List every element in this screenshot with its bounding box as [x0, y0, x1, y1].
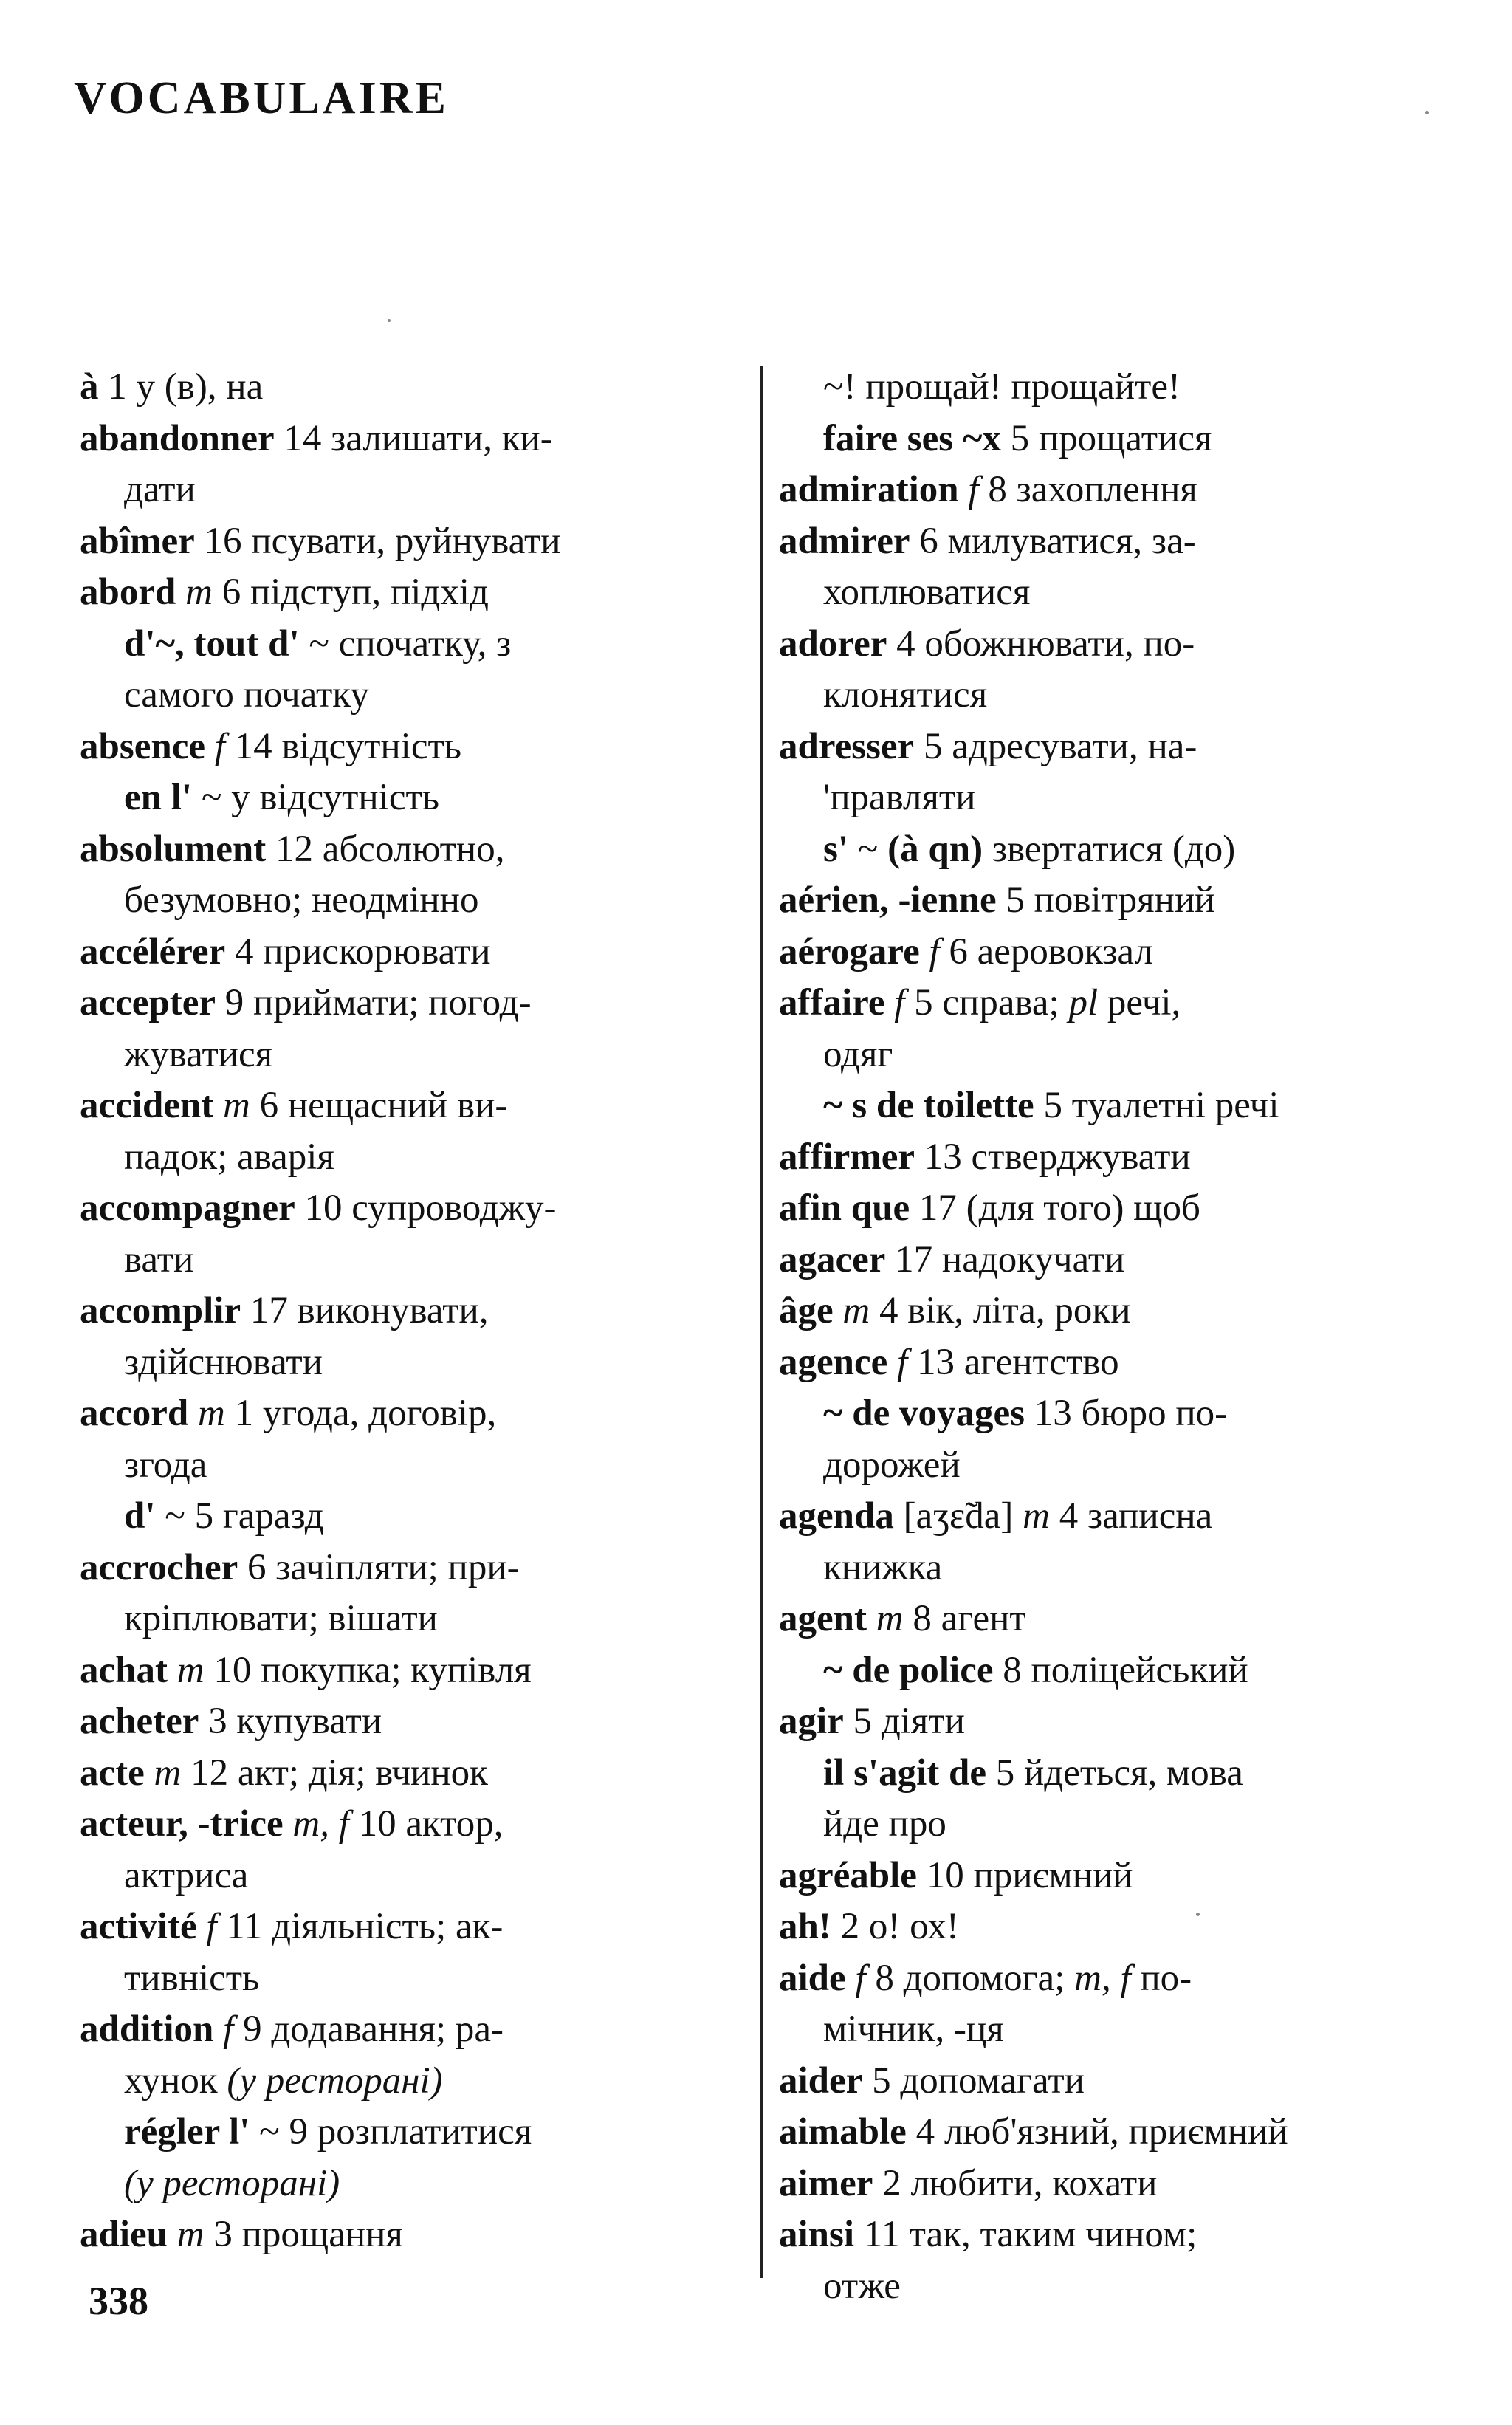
headword: aérogare [779, 930, 920, 973]
definition-text: 14 залишати, ки- [274, 417, 553, 459]
left-entry-line [80, 1440, 744, 1492]
right-entry-line [779, 1235, 1443, 1286]
headword: abord [80, 572, 176, 613]
left-entry-line [80, 1132, 744, 1184]
definition-text [867, 1598, 876, 1639]
definition-text: 'правляти [823, 777, 976, 818]
definition-text: отже [823, 2265, 901, 2307]
definition-text: ~ 5 гаразд [155, 1495, 324, 1537]
right-entry-line [779, 1851, 1443, 1902]
headword: accompagner [80, 1187, 295, 1229]
left-entry-line [80, 772, 744, 824]
definition-text: 6 милуватися, за- [910, 520, 1196, 562]
page-title: VOCABULAIRE [74, 73, 449, 123]
definition-text: 8 захоплення [978, 469, 1197, 510]
grammar-label: f [206, 1906, 217, 1947]
right-entry-line [779, 1080, 1443, 1132]
right-entry-line [779, 1132, 1443, 1184]
headword: régler l' [124, 2111, 250, 2153]
headword: adresser [779, 725, 915, 767]
right-entry-line [779, 2261, 1443, 2313]
headword: acheter [80, 1701, 199, 1742]
headword: addition [80, 2009, 214, 2050]
right-entry-line [779, 670, 1443, 721]
left-entry-line [80, 516, 744, 568]
definition-text [834, 1290, 843, 1331]
left-entry-line [80, 2056, 744, 2107]
grammar-label: f [897, 1341, 908, 1383]
definition-text: 5 діяти [843, 1701, 965, 1742]
definition-text: 13 бюро по- [1025, 1393, 1228, 1434]
definition-text: ~ 9 розплатитися [250, 2111, 532, 2153]
grammar-label: f [223, 2009, 234, 2050]
definition-text: 17 виконувати, [241, 1290, 489, 1331]
definition-text: 8 агент [903, 1598, 1026, 1639]
definition-text: 13 стверджувати [915, 1136, 1191, 1178]
right-entry-line [779, 1645, 1443, 1697]
right-entry-line [779, 875, 1443, 927]
left-entry-line [80, 567, 744, 619]
right-entry-line [779, 2056, 1443, 2107]
headword: adorer [779, 622, 887, 665]
headword: achat [80, 1649, 168, 1691]
definition-text: 5 допомагати [862, 2059, 1085, 2102]
definition-text: хунок [124, 2059, 227, 2102]
headword: ~ de voyages [823, 1393, 1025, 1434]
left-entry-line [80, 1491, 744, 1543]
definition-text: безумовно; неодмінно [124, 879, 479, 921]
right-entry-line [779, 2158, 1443, 2210]
definition-text: 12 абсолютно, [266, 828, 505, 870]
left-entry-line [80, 721, 744, 773]
definition-text: клонятися [823, 674, 988, 716]
definition-text: 13 агентство [907, 1341, 1119, 1383]
headword: faire ses ~x [823, 417, 1001, 459]
definition-text [885, 982, 895, 1023]
headword: admiration [779, 469, 959, 510]
left-entry-line [80, 1851, 744, 1902]
right-entry-line [779, 978, 1443, 1029]
right-entry-line [779, 927, 1443, 978]
headword: accrocher [80, 1546, 238, 1588]
headword: ~ s de toilette [823, 1085, 1034, 1126]
left-entry-line [80, 1235, 744, 1286]
definition-text: 4 прискорювати [225, 930, 491, 973]
definition-text: 9 додавання; ра- [233, 2009, 504, 2050]
definition-text: звертатися (до) [983, 828, 1236, 870]
left-entry-line [80, 464, 744, 516]
definition-text: 5 йдеться, мова [986, 1752, 1243, 1794]
definition-text: 1 угода, договір, [224, 1393, 497, 1434]
right-entry-line [779, 824, 1443, 876]
definition-text: книжка [823, 1546, 943, 1588]
headword: afin que [779, 1187, 910, 1229]
headword: agenda [779, 1495, 894, 1537]
grammar-label: m [198, 1393, 225, 1434]
definition-text: 10 приємний [916, 1854, 1133, 1896]
headword: aide [779, 1957, 846, 1999]
definition-text: 5 адресувати, на- [914, 725, 1197, 767]
definition-text: дати [124, 469, 196, 510]
headword: à [80, 366, 99, 408]
left-entry-line [80, 1080, 744, 1132]
grammar-label: f [894, 982, 905, 1023]
definition-text [846, 1958, 856, 1999]
grammar-label: m [223, 1085, 250, 1126]
definition-text [920, 931, 929, 973]
definition-text: падок; аварія [124, 1136, 334, 1178]
definition-text: дорожей [823, 1444, 961, 1486]
right-entry-line [779, 1388, 1443, 1440]
right-entry-line [779, 2004, 1443, 2056]
print-speck [388, 319, 391, 322]
headword: accepter [80, 982, 216, 1023]
headword: accord [80, 1393, 189, 1434]
definition-text: 5 справа; [904, 982, 1069, 1023]
print-speck [1196, 1913, 1200, 1916]
definition-text: 17 надокучати [885, 1238, 1125, 1280]
headword: agent [779, 1598, 867, 1639]
headword: acte [80, 1752, 145, 1794]
left-entry-line [80, 619, 744, 670]
definition-text: 5 прощатися [1000, 417, 1212, 459]
definition-text: мічник, -ця [823, 2009, 1004, 2050]
left-entry-line [80, 824, 744, 876]
left-entry-line [80, 1594, 744, 1645]
right-entry-line [779, 567, 1443, 619]
headword: ~ de police [823, 1649, 994, 1691]
right-entry-line [779, 1440, 1443, 1492]
grammar-label: m [154, 1752, 182, 1794]
definition-text: жуватися [124, 1033, 273, 1075]
right-entry-line [779, 1029, 1443, 1081]
definition-text: хоплюватися [823, 572, 1031, 613]
definition-text: ~ спочатку, з [299, 622, 512, 665]
definition-text: 2 любити, кохати [873, 2162, 1158, 2204]
definition-text [176, 572, 185, 613]
right-entry-line [779, 362, 1443, 414]
left-entry-line [80, 1901, 744, 1953]
left-column [80, 362, 744, 2261]
definition-text: 6 підступ, підхід [212, 572, 489, 613]
definition-text: 5 туалетні речі [1034, 1085, 1279, 1126]
definition-text [197, 1906, 207, 1947]
left-entry-line [80, 1543, 744, 1594]
grammar-label: f [855, 1957, 866, 1999]
definition-text [168, 1650, 177, 1691]
definition-text: 8 допомога; [865, 1957, 1075, 1999]
definition-text: [aʒɛ̃da] [893, 1495, 1023, 1537]
headword: activité [80, 1906, 197, 1947]
left-entry-line [80, 1696, 744, 1748]
left-entry-line [80, 1799, 744, 1851]
right-entry-line [779, 1286, 1443, 1337]
page-number: 338 [89, 2279, 148, 2323]
headword: agence [779, 1341, 888, 1383]
definition-text: актриса [124, 1854, 249, 1896]
headword: agréable [779, 1854, 917, 1896]
definition-text: 4 люб'язний, приємний [906, 2111, 1288, 2153]
right-entry-line [779, 1696, 1443, 1748]
headword: acteur, -trice [80, 1803, 284, 1845]
left-entry-line [80, 2004, 744, 2056]
definition-text: 10 супроводжу- [295, 1187, 557, 1229]
definition-text: ~ у відсутність [192, 777, 440, 818]
headword: abandonner [80, 417, 275, 459]
print-speck [1425, 111, 1429, 114]
definition-text: 17 (для того) щоб [910, 1187, 1200, 1229]
definition-text: згода [124, 1444, 207, 1486]
headword: il s'agit de [823, 1752, 987, 1794]
definition-text: одяг [823, 1033, 893, 1075]
grammar-label: m [185, 572, 213, 613]
left-entry-line [80, 1183, 744, 1235]
definition-text: 5 повітряний [996, 879, 1215, 921]
definition-text [959, 469, 969, 510]
left-entry-line [80, 927, 744, 978]
left-entry-line [80, 1286, 744, 1337]
right-entry-line [779, 1901, 1443, 1953]
right-entry-line [779, 721, 1443, 773]
headword: s' [823, 828, 849, 870]
headword: abîmer [80, 520, 195, 562]
headword: âge [779, 1290, 834, 1331]
right-entry-line [779, 414, 1443, 465]
grammar-label: m, f [1074, 1957, 1131, 1999]
definition-text: 3 купувати [199, 1701, 382, 1742]
definition-text: 4 вік, літа, роки [870, 1290, 1131, 1331]
definition-text: по- [1130, 1957, 1192, 1999]
headword: aérien, -ienne [779, 879, 997, 921]
definition-text: 4 записна [1050, 1495, 1213, 1537]
definition-text: 9 приймати; погод- [216, 982, 532, 1023]
grammar-label: (у ресторані) [227, 2059, 443, 2102]
definition-text: 6 зачіпляти; при- [238, 1546, 520, 1588]
left-entry-line [80, 362, 744, 414]
left-entry-line [80, 1029, 744, 1081]
left-entry-line [80, 670, 744, 721]
headword: accélérer [80, 930, 226, 973]
left-entry-line [80, 978, 744, 1029]
grammar-label: m [1023, 1495, 1051, 1537]
definition-text [213, 2009, 223, 2050]
headword: en l' [124, 777, 193, 818]
headword: (à qn) [887, 828, 983, 870]
headword: d' [124, 1495, 156, 1537]
right-entry-line [779, 1799, 1443, 1851]
definition-text [188, 1393, 198, 1434]
definition-text [168, 2214, 177, 2255]
grammar-label: m, f [292, 1803, 349, 1845]
definition-text: 14 відсутність [224, 725, 462, 767]
left-entry-line [80, 2107, 744, 2158]
left-entry-line [80, 1388, 744, 1440]
right-entry-line [779, 464, 1443, 516]
definition-text: ~! прощай! прощайте! [823, 366, 1181, 408]
grammar-label: (у ресторані) [124, 2162, 340, 2204]
headword: ainsi [779, 2214, 855, 2255]
definition-text: 8 поліцейський [993, 1649, 1248, 1691]
headword: agir [779, 1701, 844, 1742]
definition-text: 12 акт; дія; вчинок [181, 1752, 488, 1794]
right-entry-line [779, 1953, 1443, 2005]
definition-text [887, 1342, 897, 1383]
headword: aider [779, 2059, 863, 2102]
definition-text: 6 аеровокзал [939, 930, 1153, 973]
left-entry-line [80, 1337, 744, 1389]
definition-text: 11 так, таким чином; [854, 2214, 1197, 2255]
definition-text: 16 псувати, руйнувати [194, 520, 561, 562]
definition-text: кріплювати; вішати [124, 1598, 438, 1639]
definition-text: вати [124, 1238, 194, 1280]
left-entry-line [80, 2158, 744, 2210]
grammar-label: f [214, 725, 225, 767]
headword: ah! [779, 1906, 831, 1947]
headword: accomplir [80, 1290, 241, 1331]
headword: adieu [80, 2214, 168, 2255]
definition-text [205, 726, 215, 767]
right-entry-line [779, 619, 1443, 670]
definition-text [145, 1752, 154, 1794]
definition-text [213, 1085, 223, 1126]
definition-text: ~ [848, 828, 888, 870]
definition-text: тивність [124, 1957, 260, 1999]
definition-text: 1 у (в), на [98, 366, 264, 408]
right-entry-line [779, 1337, 1443, 1389]
left-entry-line [80, 2209, 744, 2261]
right-entry-line [779, 772, 1443, 824]
headword: absence [80, 725, 205, 767]
headword: d'~, tout d' [124, 622, 300, 665]
definition-text: 2 о! ох! [831, 1906, 959, 1947]
right-entry-line [779, 1183, 1443, 1235]
headword: absolument [80, 828, 267, 870]
grammar-label: pl [1068, 982, 1099, 1023]
headword: accident [80, 1085, 214, 1126]
right-entry-line [779, 516, 1443, 568]
definition-text: йде про [823, 1803, 946, 1845]
right-entry-line [779, 1543, 1443, 1594]
headword: aimable [779, 2111, 907, 2153]
left-entry-line [80, 414, 744, 465]
left-entry-line [80, 1748, 744, 1800]
definition-text: 10 актор, [348, 1803, 504, 1845]
definition-text: 3 прощання [204, 2214, 403, 2255]
grammar-label: f [968, 469, 979, 510]
headword: aimer [779, 2162, 873, 2204]
definition-text: самого початку [124, 674, 369, 716]
left-entry-line [80, 875, 744, 927]
column-divider [760, 366, 763, 2278]
right-entry-line [779, 2107, 1443, 2158]
headword: admirer [779, 520, 910, 562]
right-entry-line [779, 2209, 1443, 2261]
definition-text: 10 покупка; купівля [204, 1649, 532, 1691]
definition-text: здійснювати [124, 1341, 323, 1383]
right-entry-line [779, 1491, 1443, 1543]
definition-text: речі, [1098, 982, 1181, 1023]
right-entry-line [779, 1594, 1443, 1645]
right-column [779, 362, 1443, 2312]
grammar-label: m [842, 1290, 870, 1331]
definition-text [284, 1803, 293, 1845]
definition-text: 4 обожнювати, по- [887, 622, 1195, 665]
left-entry-line [80, 1645, 744, 1697]
right-entry-line [779, 1748, 1443, 1800]
grammar-label: m [176, 1649, 205, 1691]
grammar-label: f [929, 930, 940, 973]
headword: agacer [779, 1238, 886, 1280]
headword: affaire [779, 982, 885, 1023]
headword: affirmer [779, 1136, 915, 1178]
grammar-label: m [876, 1598, 904, 1639]
definition-text: 6 нещасний ви- [250, 1085, 508, 1126]
left-entry-line [80, 1953, 744, 2005]
grammar-label: m [176, 2214, 205, 2255]
definition-text: 11 діяльність; ак- [216, 1906, 504, 1947]
